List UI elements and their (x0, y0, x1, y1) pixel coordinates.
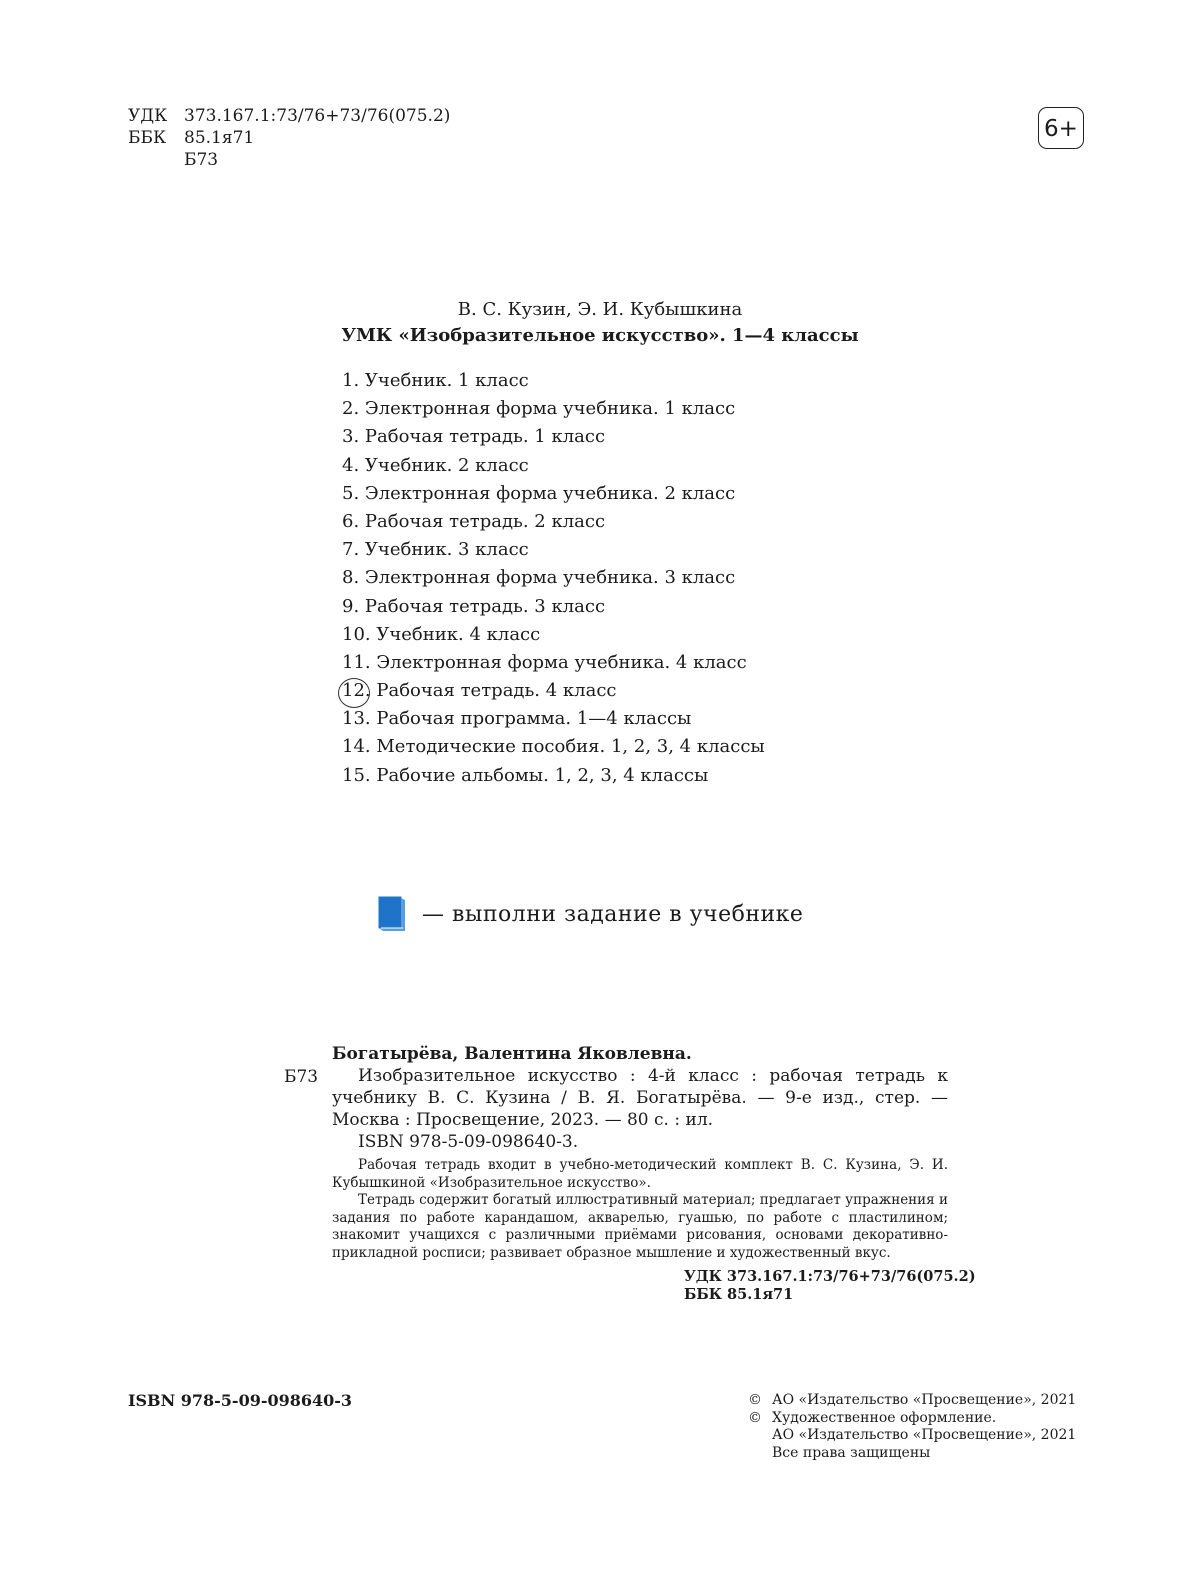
list-item (342, 593, 765, 621)
item-text: Методические пособия. 1, 2, 3, 4 классы (376, 736, 765, 758)
umk-item-list (342, 367, 765, 790)
item-text: Учебник. 2 класс (364, 454, 529, 476)
umk-title: УМК «Изобразительное искусство». 1—4 классы (341, 325, 859, 346)
copyright-line: АО «Издательство «Просвещение», 2021 (772, 1427, 1077, 1443)
copyright-symbol: © (748, 1409, 762, 1426)
copyright-line: АО «Издательство «Просвещение», 2021 (772, 1392, 1077, 1408)
item-text: Рабочая тетрадь. 2 класс (364, 510, 606, 532)
list-item (342, 762, 765, 790)
item-text: Рабочие альбомы. 1, 2, 3, 4 классы (376, 764, 709, 786)
list-item (342, 564, 765, 592)
age-rating-badge: 6+ (1038, 107, 1084, 149)
legend (376, 895, 803, 933)
list-item (342, 480, 765, 508)
list-item (342, 621, 765, 649)
book-icon (376, 895, 408, 933)
item-number: 4. (342, 454, 360, 476)
udk-header-block (128, 105, 450, 171)
item-text: Рабочая тетрадь. 3 класс (364, 595, 606, 617)
item-number: 3. (342, 426, 360, 448)
bbk-value: 85.1я71 (184, 128, 255, 148)
copyright-line: Художественное оформление. (772, 1409, 997, 1426)
item-number: 2. (342, 398, 360, 420)
item-number: 13. (342, 708, 371, 730)
bibliography-isbn: ISBN 978-5-09-098640-3. (358, 1132, 579, 1152)
list-item (342, 536, 765, 564)
udk-label: УДК (128, 106, 168, 126)
item-text: Электронная форма учебника. 2 класс (364, 482, 736, 504)
list-item (342, 395, 765, 423)
bibliography-author: Богатырёва, Валентина Яковлевна. (332, 1044, 692, 1064)
item-text: Рабочая тетрадь. 1 класс (364, 426, 606, 448)
author-code: Б73 (184, 150, 219, 170)
list-item (342, 367, 765, 395)
item-text: Электронная форма учебника. 1 класс (364, 398, 736, 420)
annotation-paragraph: Рабочая тетрадь входит в учебно-методический комплект В. С. Кузина, Э. И. Кубышкиной «Изобразительное искусство». (332, 1157, 948, 1191)
bibliography-classification (684, 1268, 976, 1304)
item-number: 9. (342, 595, 360, 617)
bibliography-record (332, 1043, 948, 1262)
item-text: Учебник. 3 класс (364, 539, 529, 561)
list-item (342, 423, 765, 451)
bibliography-code: Б73 (284, 1067, 319, 1087)
bbk-label: ББК (128, 128, 167, 148)
item-number: 7. (342, 539, 360, 561)
item-text: Учебник. 4 класс (376, 623, 541, 645)
list-item (342, 733, 765, 761)
item-number: 8. (342, 567, 360, 589)
legend-text: — выполни задание в учебнике (422, 901, 804, 927)
umk-authors: В. С. Кузин, Э. И. Кубышкина (457, 299, 743, 320)
item-number: 14. (342, 736, 371, 758)
item-text: Рабочая программа. 1—4 классы (376, 708, 692, 730)
item-number: 15. (342, 764, 371, 786)
list-item-current (342, 677, 765, 705)
item-text: Рабочая тетрадь. 4 класс (376, 680, 617, 702)
footer-isbn: ISBN 978-5-09-098640-3 (128, 1391, 353, 1410)
item-text: Учебник. 1 класс (364, 370, 529, 391)
list-item (342, 649, 765, 677)
bibliography-description: Изобразительное искусство : 4-й класс : рабочая тетрадь к учебнику В. С. Кузина / В. Я. Богатырёва. — 9-е изд., стер. — Москва : Просвещение, 2023. — 80 с. : ил. (332, 1066, 948, 1130)
bibliography-bbk: ББК 85.1я71 (684, 1286, 794, 1303)
item-number: 5. (342, 482, 360, 504)
list-item (342, 508, 765, 536)
item-number: 1. (342, 370, 360, 391)
list-item (342, 452, 765, 480)
item-text: Электронная форма учебника. 4 класс (376, 651, 747, 673)
bibliography-udk: УДК 373.167.1:73/76+73/76(075.2) (684, 1268, 976, 1285)
item-number: 11. (342, 651, 371, 673)
item-number: 6. (342, 510, 360, 532)
rights-reserved: Все права защищены (772, 1444, 931, 1461)
copyright-block (748, 1392, 1076, 1462)
udk-value: 373.167.1:73/76+73/76(075.2) (184, 106, 451, 126)
item-number: 10. (342, 623, 371, 645)
annotation-paragraph: Тетрадь содержит богатый иллюстративный материал; предлагает упражнения и задания по работе карандашом, акварелью, гуашью, по работе с пластилином; знакомит учащихся с различными приёмами рисования, основами декоративно-прикладной росписи; развивает образное мышление и художественный вкус. (332, 1192, 948, 1261)
item-text: Электронная форма учебника. 3 класс (364, 567, 736, 589)
list-item (342, 705, 765, 733)
copyright-symbol: © (748, 1392, 762, 1408)
item-number-circled: 12. (342, 680, 371, 702)
